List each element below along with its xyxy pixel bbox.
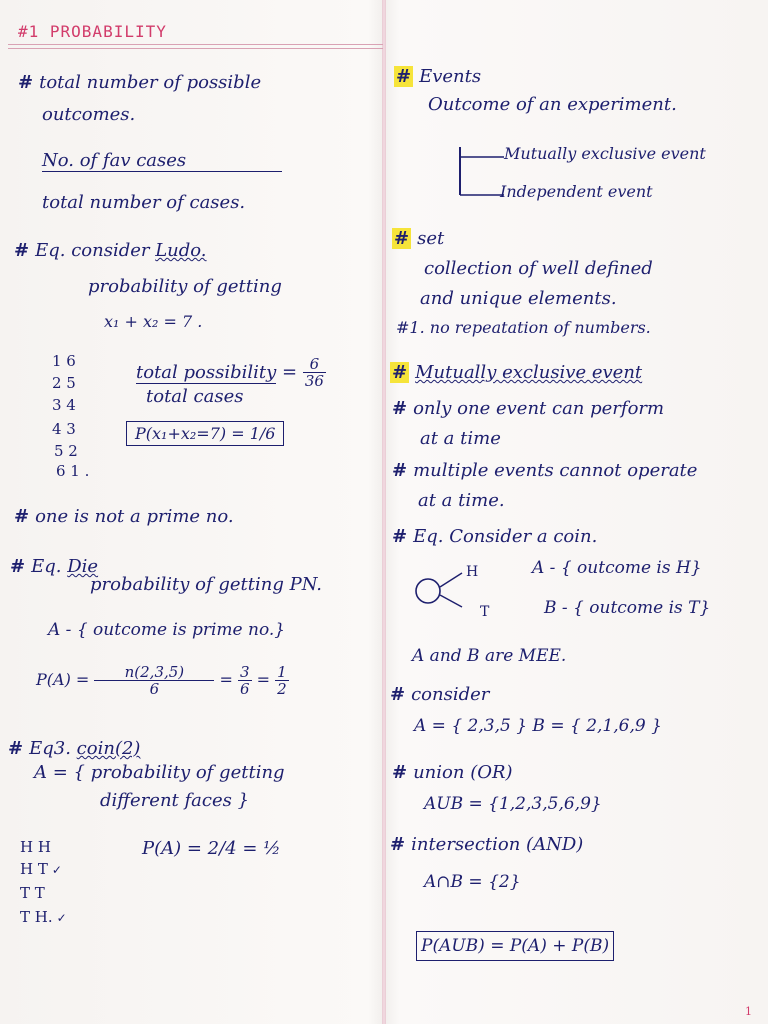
face-row bbox=[20, 908, 67, 926]
numerator: 6 bbox=[303, 356, 326, 373]
pair-row: 4 3 bbox=[52, 420, 76, 438]
total-possibility-label: total possibility bbox=[136, 361, 277, 383]
face-text: H T bbox=[20, 860, 48, 878]
coin-diagram-icon bbox=[410, 563, 470, 613]
pa-equation bbox=[36, 664, 289, 697]
mee-line-3 bbox=[392, 460, 697, 481]
hash-mark: # bbox=[392, 762, 408, 783]
text: consider bbox=[411, 684, 490, 705]
left-line-2: outcomes. bbox=[42, 104, 136, 125]
pa-lhs: P(A) = bbox=[36, 670, 90, 689]
example-2-line-2: probability of getting PN. bbox=[90, 574, 323, 595]
page-number: 1 bbox=[745, 1005, 752, 1018]
equals: = bbox=[256, 670, 271, 689]
page-title: #1 PROBABILITY bbox=[18, 22, 167, 41]
face-row bbox=[20, 860, 62, 878]
pair-row: 2 5 bbox=[52, 374, 76, 392]
tick-mark: ✓ bbox=[56, 911, 67, 925]
text: Events bbox=[419, 66, 482, 87]
fraction bbox=[275, 664, 289, 697]
hash-mark: # bbox=[392, 398, 408, 419]
example-3-line-2: A = { probability of getting bbox=[34, 762, 285, 783]
hash-mark: # bbox=[18, 72, 34, 93]
total-cases: total cases bbox=[146, 386, 244, 407]
mee-heading bbox=[390, 362, 642, 383]
hash-mark: # bbox=[392, 526, 408, 547]
notebook-binding bbox=[382, 0, 386, 1024]
face-text: H H bbox=[20, 838, 51, 856]
text: union (OR) bbox=[413, 762, 513, 783]
intersection-value: A∩B = {2} bbox=[424, 872, 521, 892]
fraction bbox=[303, 356, 326, 389]
coin-mee: A and B are MEE. bbox=[412, 646, 567, 666]
total-possibility bbox=[136, 356, 326, 389]
box-text: P(AUB) = P(A) + P(B) bbox=[416, 931, 614, 961]
example-3-line-3: different faces } bbox=[100, 790, 250, 811]
box-text: P(x₁+x₂=7) = 1/6 bbox=[126, 421, 284, 446]
hash-mark: # bbox=[390, 684, 406, 705]
hash-mark: # bbox=[394, 228, 410, 249]
hash-mark: # bbox=[14, 506, 30, 527]
left-line-1 bbox=[18, 72, 261, 93]
title-rule-2 bbox=[8, 48, 383, 49]
consider-heading bbox=[390, 684, 489, 705]
face-row bbox=[20, 884, 49, 902]
face-text: T H. bbox=[20, 908, 53, 926]
equals: = bbox=[219, 670, 233, 689]
set-line-1: collection of well defined bbox=[424, 258, 653, 279]
events-definition: Outcome of an experiment. bbox=[428, 94, 677, 115]
boxed-result-2 bbox=[416, 936, 614, 956]
hash-mark: # bbox=[396, 66, 412, 87]
tree-branch-a: Mutually exclusive event bbox=[504, 144, 706, 163]
face-row bbox=[20, 838, 55, 856]
ludo-word: Ludo. bbox=[155, 240, 207, 261]
sets-line: A = { 2,3,5 } B = { 2,1,6,9 } bbox=[414, 716, 662, 736]
pair-row: 6 1 . bbox=[56, 462, 90, 480]
pa-result: P(A) = 2/4 = ½ bbox=[142, 838, 281, 859]
equals: = bbox=[282, 361, 298, 383]
pair-row: 5 2 bbox=[54, 442, 78, 460]
example-1-line-2: probability of getting bbox=[88, 276, 282, 297]
numerator: n(2,3,5) bbox=[94, 664, 214, 681]
coin-word: coin(2) bbox=[76, 738, 141, 759]
numerator: 1 bbox=[277, 663, 287, 681]
numerator: 3 bbox=[239, 663, 250, 681]
mee-line-2: at a time bbox=[420, 428, 501, 449]
tick-mark: ✓ bbox=[51, 863, 62, 877]
text: Eq. bbox=[31, 556, 62, 577]
example-3-heading bbox=[8, 738, 140, 759]
text: Eq. Consider a coin. bbox=[413, 526, 598, 547]
mee-line-1 bbox=[392, 398, 664, 419]
pair-row: 1 6 bbox=[52, 352, 76, 370]
set-line-3: #1. no repeatation of numbers. bbox=[396, 318, 651, 337]
coin-b: B - { outcome is T} bbox=[544, 598, 711, 618]
text: intersection (AND) bbox=[411, 834, 584, 855]
example-2-heading bbox=[10, 556, 98, 577]
denominator: 2 bbox=[277, 680, 287, 698]
text: Eq3. bbox=[29, 738, 71, 759]
coin-t: T bbox=[480, 604, 490, 620]
events-heading bbox=[394, 66, 481, 87]
text: total number of possible bbox=[39, 72, 262, 93]
fraction bbox=[94, 664, 214, 697]
tree-branch-b: Independent event bbox=[500, 182, 653, 201]
hash-mark: # bbox=[14, 240, 30, 261]
one-not-prime bbox=[14, 506, 234, 527]
text: multiple events cannot operate bbox=[413, 460, 698, 481]
text: one is not a prime no. bbox=[35, 506, 234, 527]
example-1-equation: x₁ + x₂ = 7 . bbox=[104, 312, 203, 331]
set-heading bbox=[392, 228, 444, 249]
coin-h: H bbox=[466, 564, 479, 580]
hash-mark: # bbox=[392, 460, 408, 481]
title-rule bbox=[8, 44, 383, 45]
union-value: AUB = {1,2,3,5,6,9} bbox=[424, 794, 602, 814]
fraction-numerator bbox=[42, 150, 282, 171]
denominator: 6 bbox=[239, 680, 250, 698]
hash-mark: # bbox=[10, 556, 26, 577]
text: only one event can perform bbox=[413, 398, 665, 419]
numerator-text: No. of fav cases bbox=[42, 150, 282, 172]
text: Mutually exclusive event bbox=[415, 362, 643, 383]
union-heading bbox=[392, 762, 513, 783]
denominator: 6 bbox=[149, 680, 160, 698]
text: set bbox=[417, 228, 445, 249]
hash-mark: # bbox=[8, 738, 24, 759]
coin-a: A - { outcome is H} bbox=[532, 558, 702, 578]
die-word: Die bbox=[67, 556, 99, 577]
mee-line-4: at a time. bbox=[418, 490, 505, 511]
hash-mark: # bbox=[390, 834, 406, 855]
face-text: T T bbox=[20, 884, 45, 902]
pair-row: 3 4 bbox=[52, 396, 76, 414]
example-1-heading bbox=[14, 240, 207, 261]
fraction-denominator: total number of cases. bbox=[42, 192, 246, 213]
text: Eq. consider bbox=[35, 240, 150, 261]
fraction bbox=[238, 664, 252, 697]
example-2-line-3: A - { outcome is prime no.} bbox=[48, 620, 286, 640]
hash-mark: # bbox=[392, 362, 408, 383]
intersection-heading bbox=[390, 834, 583, 855]
denominator: 36 bbox=[304, 372, 324, 390]
set-line-2: and unique elements. bbox=[420, 288, 617, 309]
boxed-result-1 bbox=[126, 424, 284, 443]
coin-example-heading bbox=[392, 526, 597, 547]
